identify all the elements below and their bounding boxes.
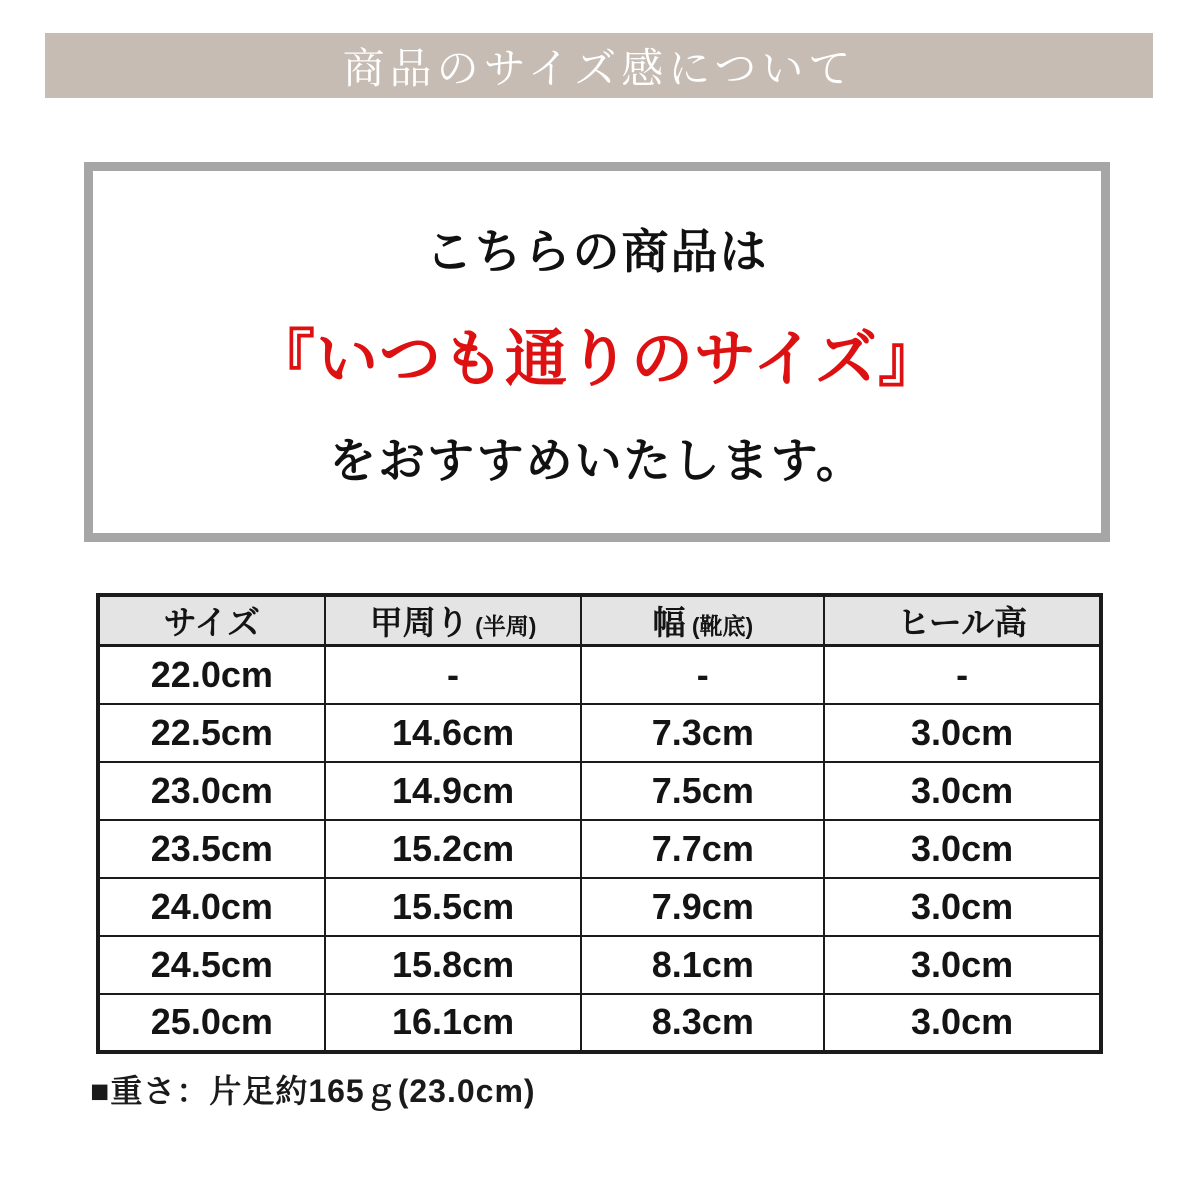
- measurement-cell: 3.0cm: [824, 878, 1101, 936]
- size-cell: 23.0cm: [98, 762, 325, 820]
- measurement-cell: 15.2cm: [325, 820, 582, 878]
- size-spec-table: [96, 593, 1103, 1054]
- measurement-cell: 15.8cm: [325, 936, 582, 994]
- measurement-cell: -: [824, 646, 1101, 704]
- size-cell: 22.0cm: [98, 646, 325, 704]
- table-row: [98, 704, 1101, 762]
- size-cell: 24.5cm: [98, 936, 325, 994]
- measurement-cell: 15.5cm: [325, 878, 582, 936]
- measurement-cell: 3.0cm: [824, 704, 1101, 762]
- table-row: [98, 878, 1101, 936]
- weight-note: ■重さ：片足約165ｇ(23.0cm): [90, 1073, 536, 1109]
- measurement-cell: 3.0cm: [824, 936, 1101, 994]
- banner-title: 商品のサイズ感について: [342, 44, 856, 92]
- column-header-sublabel: (靴底): [685, 613, 754, 639]
- measurement-cell: 8.3cm: [581, 994, 824, 1052]
- recommended-size-highlight: 『いつも通りのサイズ』: [252, 324, 942, 394]
- measurement-cell: 8.1cm: [581, 936, 824, 994]
- section-banner: [45, 33, 1153, 98]
- measurement-cell: 3.0cm: [824, 762, 1101, 820]
- recommendation-outro-text: をおすすめいたします。: [329, 434, 865, 487]
- measurement-cell: 14.9cm: [325, 762, 582, 820]
- column-header: [824, 595, 1101, 646]
- column-header: [325, 595, 582, 646]
- recommendation-box: [84, 162, 1110, 542]
- table-body: [98, 646, 1101, 1052]
- table-header-row: [98, 595, 1101, 646]
- size-cell: 22.5cm: [98, 704, 325, 762]
- column-header-label: 幅: [652, 604, 686, 641]
- table-row: [98, 820, 1101, 878]
- measurement-cell: 14.6cm: [325, 704, 582, 762]
- measurement-cell: 3.0cm: [824, 820, 1101, 878]
- size-cell: 25.0cm: [98, 994, 325, 1052]
- measurement-cell: 7.7cm: [581, 820, 824, 878]
- column-header-label: 甲周り: [369, 604, 469, 641]
- table-row: [98, 646, 1101, 704]
- column-header: [98, 595, 325, 646]
- measurement-cell: 3.0cm: [824, 994, 1101, 1052]
- measurement-cell: 7.9cm: [581, 878, 824, 936]
- column-header-label: サイズ: [163, 604, 261, 641]
- measurement-cell: 16.1cm: [325, 994, 582, 1052]
- size-cell: 23.5cm: [98, 820, 325, 878]
- table-row: [98, 936, 1101, 994]
- measurement-cell: -: [325, 646, 582, 704]
- column-header-sublabel: (半周): [468, 613, 537, 639]
- table-row: [98, 994, 1101, 1052]
- recommendation-intro-text: こちらの商品は: [425, 225, 769, 278]
- measurement-cell: 7.3cm: [581, 704, 824, 762]
- measurement-cell: 7.5cm: [581, 762, 824, 820]
- table-row: [98, 762, 1101, 820]
- measurement-cell: -: [581, 646, 824, 704]
- size-cell: 24.0cm: [98, 878, 325, 936]
- column-header-label: ヒール高: [897, 604, 1028, 641]
- column-header: [581, 595, 824, 646]
